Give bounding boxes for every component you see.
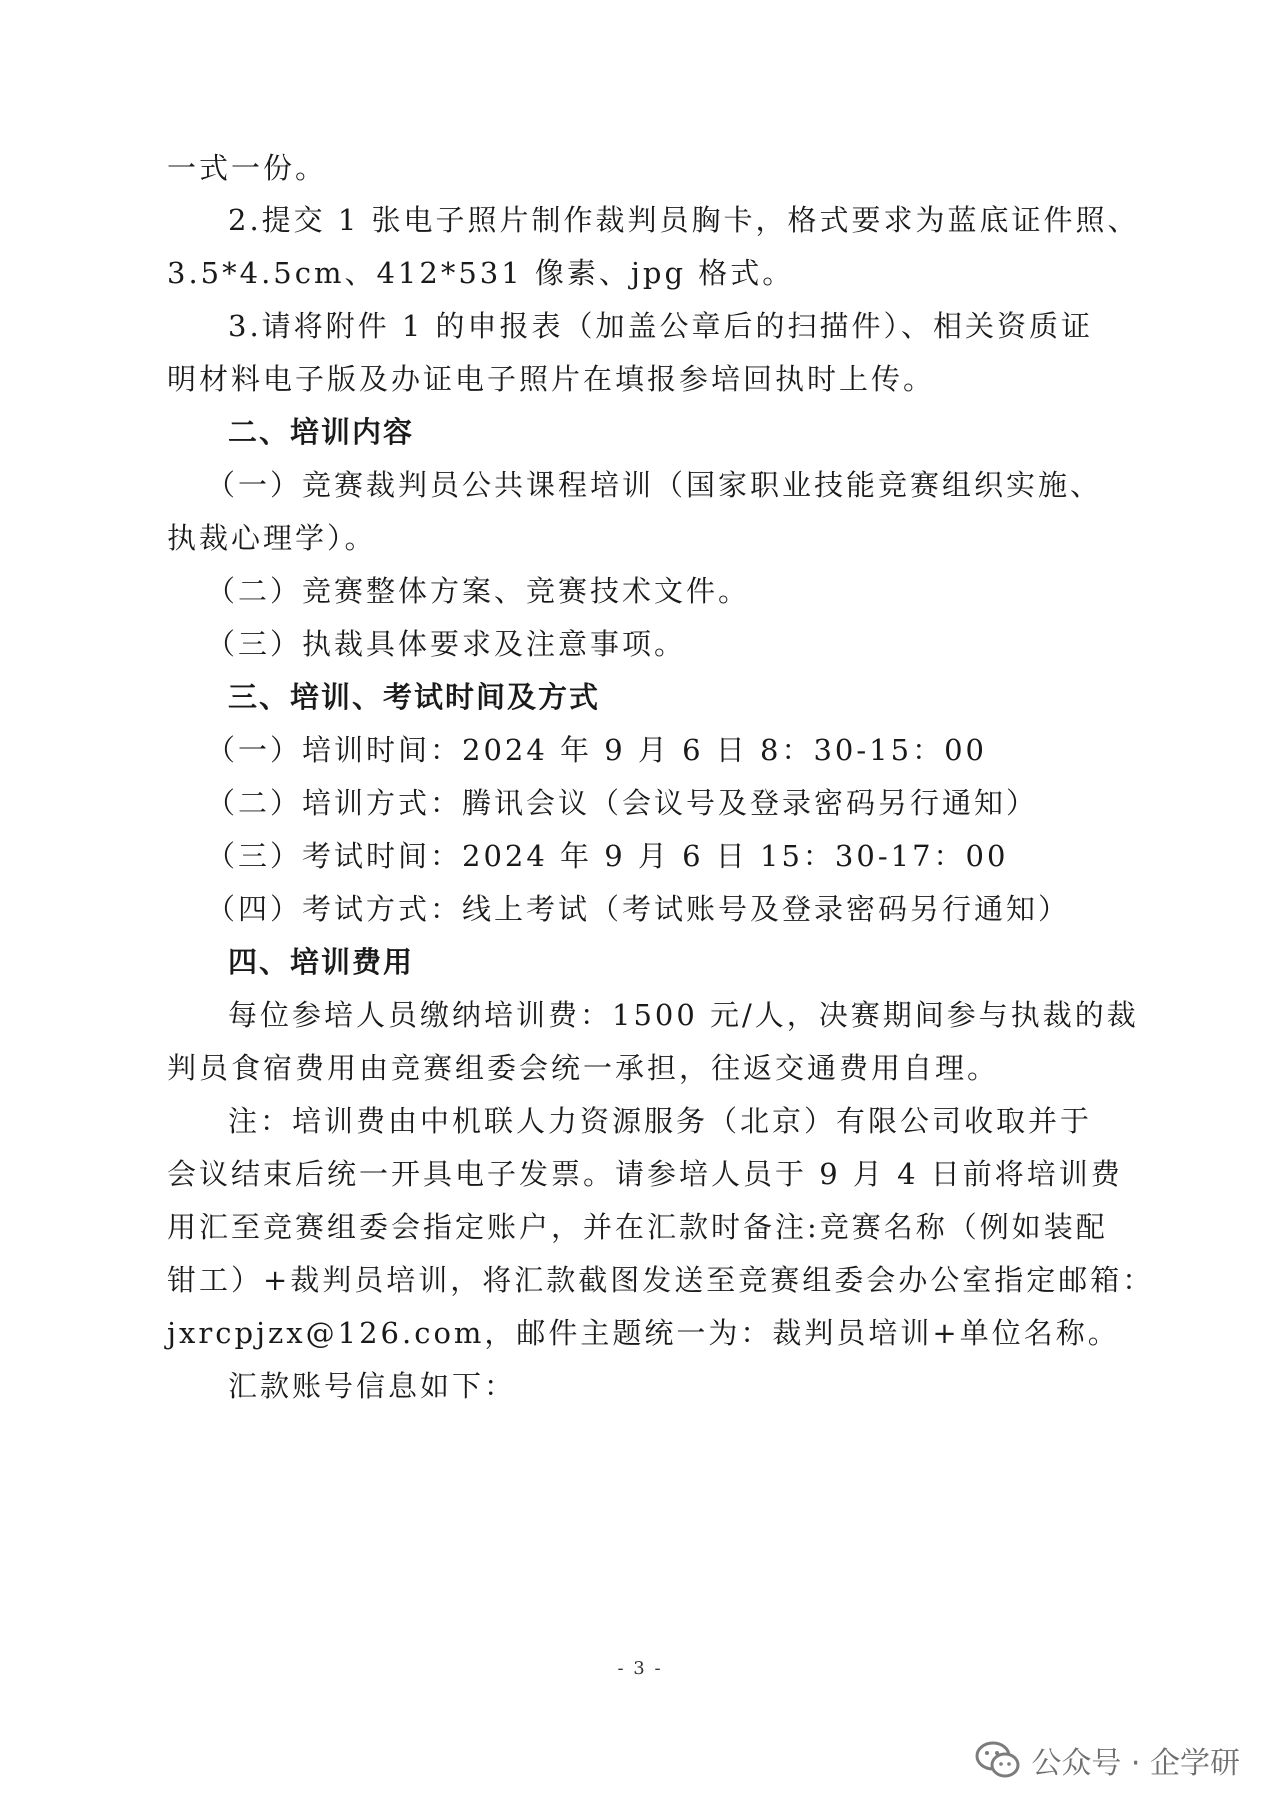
fees-paragraph-line-1: 每位参培人员缴纳培训费：1500 元/人，决赛期间参与执裁的裁: [228, 998, 1139, 1032]
note-paragraph-line-5: jxrcpjzx@126.com，邮件主题统一为：裁判员培训+单位名称。: [167, 1316, 1120, 1350]
remittance-info-label: 汇款账号信息如下：: [228, 1369, 517, 1403]
schedule-item-3: （三）考试时间：2024 年 9 月 6 日 15：30-17：00: [206, 839, 1009, 873]
wechat-icon: [975, 1740, 1021, 1780]
paragraph-line-item-3-cont: 明材料电子版及办证电子照片在填报参培回执时上传。: [167, 362, 936, 396]
note-paragraph-line-4: 钳工）+裁判员培训，将汇款截图发送至竞赛组委会办公室指定邮箱：: [167, 1263, 1155, 1297]
paragraph-line-item-2-cont: 3.5*4.5cm、412*531 像素、jpg 格式。: [167, 256, 795, 290]
content-item-1-cont: 执裁心理学）。: [167, 521, 377, 555]
content-item-2: （二）竞赛整体方案、竞赛技术文件。: [206, 574, 751, 608]
fees-paragraph-line-2: 判员食宿费用由竞赛组委会统一承担，往返交通费用自理。: [167, 1051, 1000, 1085]
schedule-item-1: （一）培训时间：2024 年 9 月 6 日 8：30-15：00: [206, 733, 987, 767]
content-item-1: （一）竞赛裁判员公共课程培训（国家职业技能竞赛组织实施、: [206, 468, 1103, 502]
section-heading-training-content: 二、培训内容: [228, 415, 415, 449]
paragraph-line-item-3: 3.请将附件 1 的申报表（加盖公章后的扫描件）、相关资质证: [228, 309, 1094, 343]
page-number: - 3 -: [617, 1658, 663, 1679]
paragraph-line-continuation: 一式一份。: [167, 151, 328, 185]
note-paragraph-line-2: 会议结束后统一开具电子发票。请参培人员于 9 月 4 日前将培训费: [167, 1157, 1123, 1191]
section-heading-schedule: 三、培训、考试时间及方式: [228, 680, 601, 714]
section-heading-fees: 四、培训费用: [228, 945, 415, 979]
wechat-watermark: [975, 1738, 1240, 1782]
paragraph-line-item-2: 2.提交 1 张电子照片制作裁判员胸卡，格式要求为蓝底证件照、: [228, 203, 1140, 237]
content-item-3: （三）执裁具体要求及注意事项。: [206, 627, 687, 661]
note-paragraph-line-3: 用汇至竞赛组委会指定账户，并在汇款时备注:竞赛名称（例如装配: [167, 1210, 1108, 1244]
schedule-item-4: （四）考试方式：线上考试（考试账号及登录密码另行通知）: [206, 892, 1071, 926]
watermark-text: 公众号 · 企学研: [1031, 1746, 1240, 1781]
schedule-item-2: （二）培训方式：腾讯会议（会议号及登录密码另行通知）: [206, 786, 1039, 820]
note-paragraph-line-1: 注：培训费由中机联人力资源服务（北京）有限公司收取并于: [228, 1104, 1093, 1138]
